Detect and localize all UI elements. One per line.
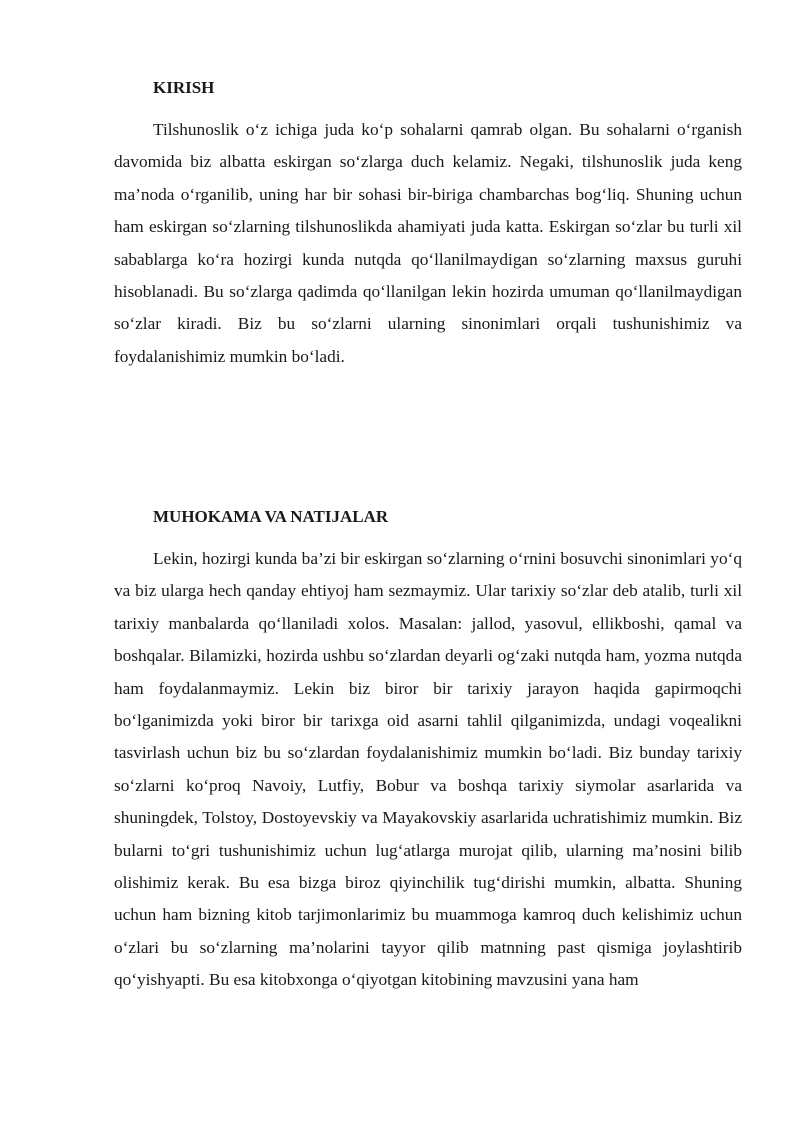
section-heading-kirish: KIRISH: [153, 78, 215, 97]
section-paragraph-kirish: Tilshunoslik o‘z ichiga juda ko‘p sohalarni qamrab olgan. Bu sohalarni o‘rganish davomida biz albatta eskirgan so‘zlarga duch kelamiz. Negaki, tilshunoslik juda keng ma’noda o‘rganilib, uning har bir sohasi bir-biriga chambarchas bog‘liq. Shuning uchun ham eskirgan so‘zlarning tilshunoslikda ahamiyati juda katta. Eskirgan so‘zlar bu turli xil sabablarga ko‘ra hozirgi kunda nutqda qo‘llanilmaydigan so‘zlarning maxsus guruhi hisoblanadi. Bu so‘zlarga qadimda qo‘llanilgan lekin hozirda umuman qo‘llanilmaydigan so‘zlar kiradi. Biz bu so‘zlarni ularning sinonimlari orqali tushunishimiz va foydalanishimiz mumkin bo‘ladi.: [114, 120, 742, 366]
section-heading-muhokama: MUHOKAMA VA NATIJALAR: [153, 507, 389, 526]
section-paragraph-muhokama: Lekin, hozirgi kunda ba’zi bir eskirgan so‘zlarning o‘rnini bosuvchi sinonimlari yo‘q va biz ularga hech qanday ehtiyoj ham sezmaymiz. Ular tarixiy so‘zlar deb atalib, turli xil tarixiy manbalarda qo‘llaniladi xolos. Masalan: jallod, yasovul, ellikboshi, qamal va boshqalar. Bilamizki, hozirda ushbu so‘zlardan deyarli og‘zaki nutqda ham, yozma nutqda ham foydalanmaymiz. Lekin biz biror bir tarixiy jarayon haqida gapirmoqchi bo‘lganimizda yoki biror bir tarixga oid asarni tahlil qilganimizda, undagi voqealikni tasvirlash uchun biz bu so‘zlardan foydalanishimiz mumkin bo‘ladi. Biz bunday tarixiy so‘zlarni ko‘proq Navoiy, Lutfiy, Bobur va boshqa tarixiy siymolar asarlarida va shuningdek, Tolstoy, Dostoyevskiy va Mayakovskiy asarlarida uchratishimiz mumkin. Biz bularni to‘gri tushunishimiz uchun lug‘atlarga murojat qilib, ularning ma’nosini bilib olishimiz kerak. Bu esa bizga biroz qiyinchilik tug‘dirishi mumkin, albatta. Shuning uchun ham bizning kitob tarjimonlarimiz bu muammoga kamroq duch kelishimiz uchun o‘zlari bu so‘zlarning ma’nolarini tayyor qilib matnning past qismiga joylashtirib qo‘yishyapti. Bu esa kitobxonga o‘qiyotgan kitobining mavzusini yana ham: [114, 549, 742, 990]
